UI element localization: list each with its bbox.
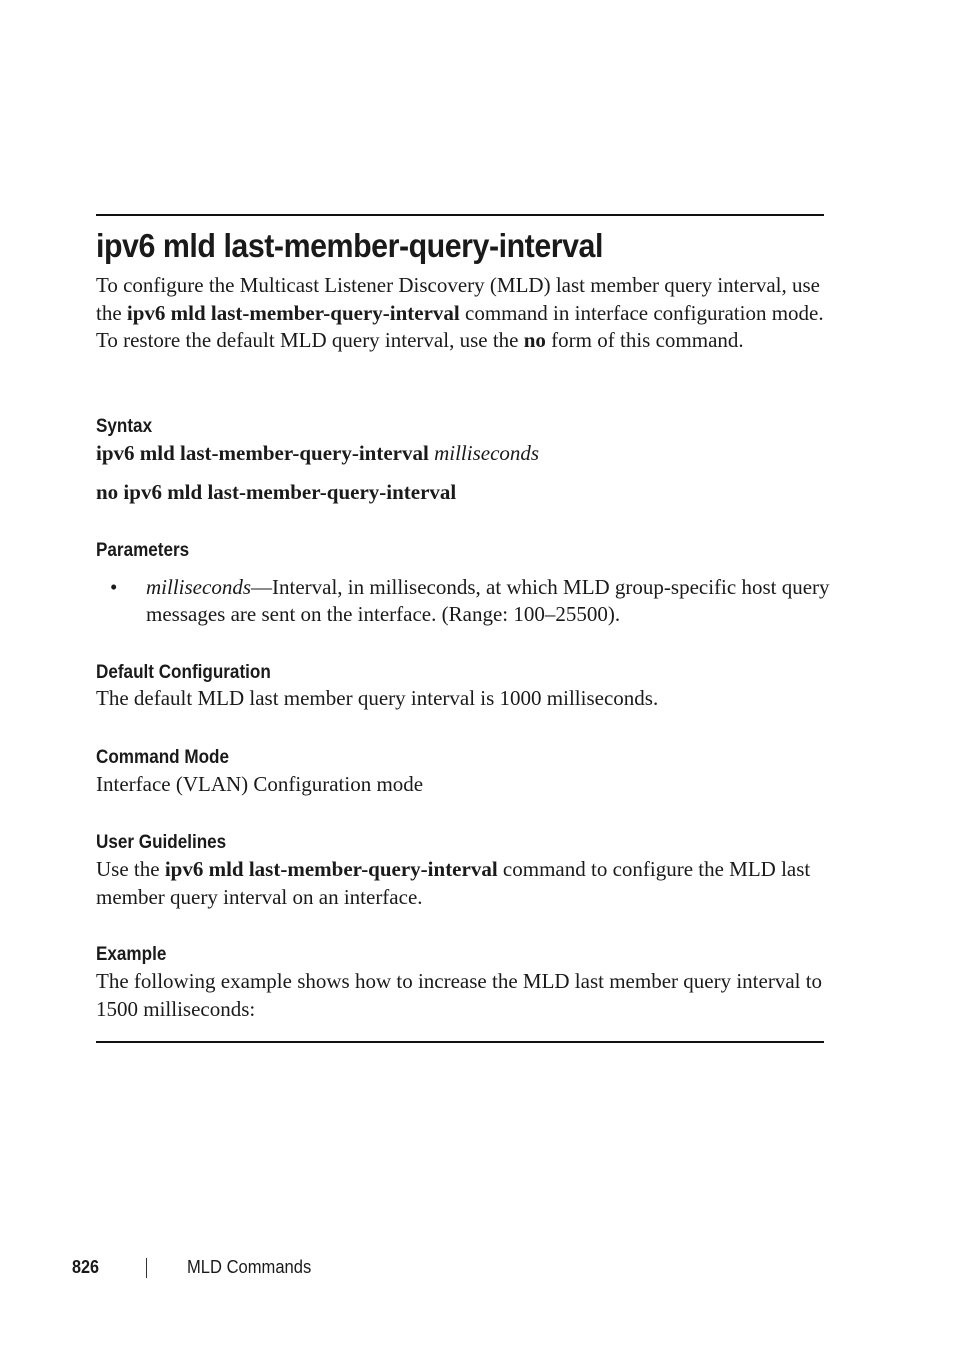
intro-text-3: form of this command. [545, 328, 744, 352]
user-guidelines-heading: User Guidelines [96, 832, 227, 853]
parameters-heading: Parameters [96, 540, 190, 561]
syntax-no-command: no ipv6 mld last-member-query-interval [96, 480, 457, 504]
default-configuration-text: The default MLD last member query interval is 1000 milliseconds. [96, 686, 659, 710]
syntax-command: ipv6 mld last-member-query-interval [96, 441, 429, 465]
guidelines-text-2: command to configure the MLD last member query interval on an interface. [96, 857, 811, 909]
command-mode-heading: Command Mode [96, 747, 230, 768]
default-configuration-heading: Default Configuration [96, 662, 271, 683]
footer-section-title: MLD Commands [187, 1257, 312, 1277]
example-heading: Example [96, 944, 167, 965]
syntax-line-1 [96, 440, 539, 467]
bottom-rule [96, 1041, 824, 1043]
intro-paragraph [96, 272, 826, 355]
parameter-description: —Interval, in milliseconds, at which MLD group-specific host query messages are sent on the interface. (Range: 100–25500). [146, 575, 830, 626]
intro-no-keyword: no [523, 328, 546, 352]
intro-text-2: command in interface configuration mode. To restore the default MLD query interval, use the [96, 300, 824, 352]
example-text: The following example shows how to increase the MLD last member query interval to 1500 milliseconds: [96, 969, 823, 1021]
parameter-item [146, 574, 836, 628]
guidelines-text-1: Use the [96, 857, 165, 881]
intro-text-1: To configure the Multicast Listener Discovery (MLD) last member query interval, use the [96, 273, 820, 325]
bullet-marker: • [110, 575, 118, 599]
parameter-name: milliseconds [146, 575, 251, 599]
footer-separator [146, 1258, 147, 1278]
user-guidelines-text [96, 856, 826, 911]
syntax-heading: Syntax [96, 416, 153, 437]
top-rule [96, 214, 824, 216]
page-title: ipv6 mld last-member-query-interval [96, 227, 603, 264]
command-mode-text: Interface (VLAN) Configuration mode [96, 772, 424, 796]
syntax-line-2 [96, 479, 456, 506]
intro-command: ipv6 mld last-member-query-interval [126, 300, 460, 325]
page-number: 826 [72, 1257, 100, 1277]
guidelines-command: ipv6 mld last-member-query-interval [164, 857, 498, 881]
syntax-argument: milliseconds [434, 441, 540, 465]
